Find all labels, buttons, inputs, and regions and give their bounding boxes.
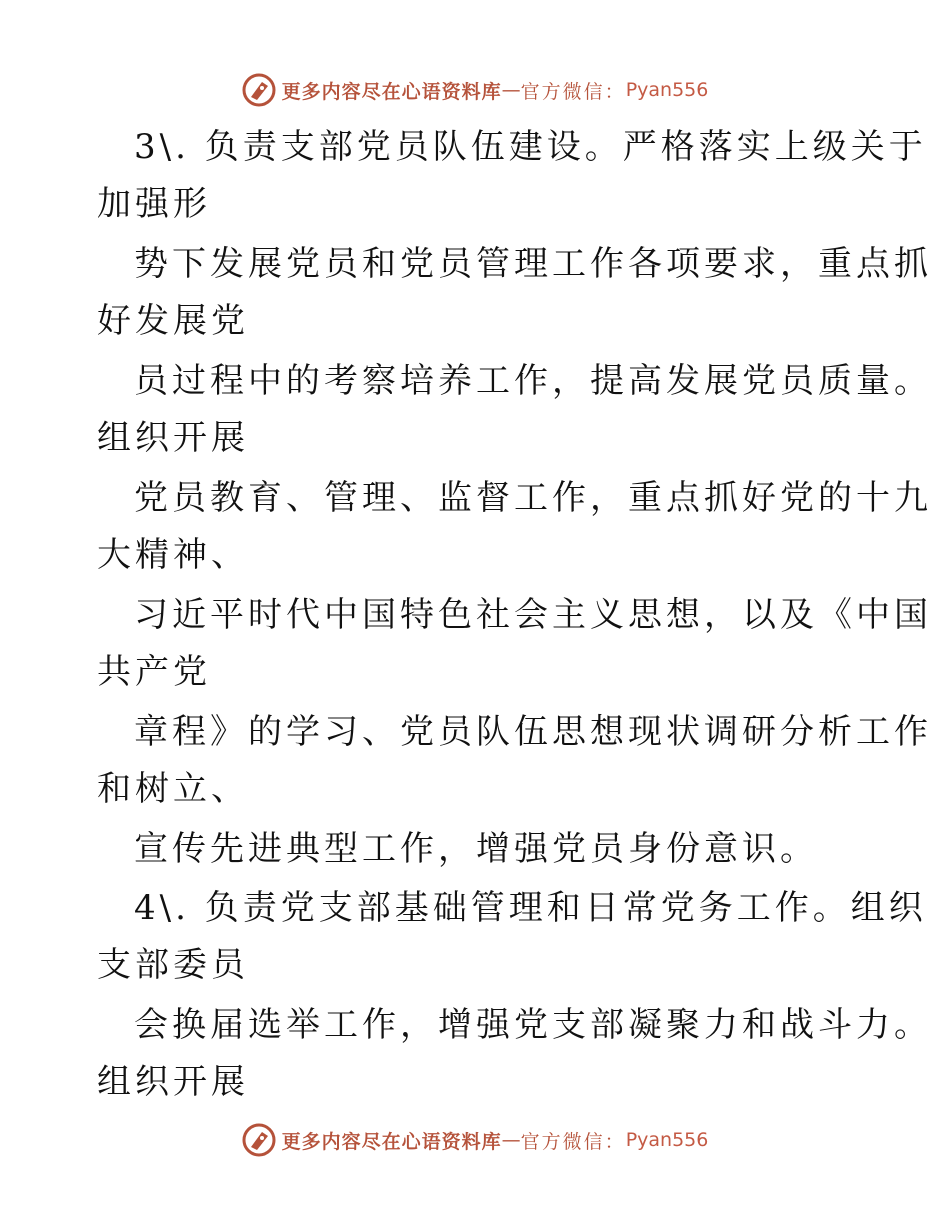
watermark-label: 官方微信： bbox=[520, 80, 626, 103]
watermark-text bbox=[282, 1127, 709, 1154]
text-line: 和树立、 bbox=[97, 769, 249, 809]
pen-nib-seal-icon bbox=[242, 1123, 276, 1157]
text-line: 员过程中的考察培养工作，提高发展党员质量。 bbox=[134, 361, 932, 401]
text-line: 组织开展 bbox=[97, 1062, 249, 1102]
text-line: 习近平时代中国特色社会主义思想，以及《中国 bbox=[134, 595, 932, 635]
text-line: 组织开展 bbox=[97, 418, 249, 458]
text-line: 章程》的学习、党员队伍思想现状调研分析工作 bbox=[134, 712, 932, 752]
text-line: 3\. 负责支部党员队伍建设。严格落实上级关于 bbox=[134, 127, 927, 167]
watermark-dash: — bbox=[501, 79, 521, 101]
text-line: 加强形 bbox=[97, 184, 211, 224]
header-watermark bbox=[0, 70, 950, 110]
watermark-wechat-id: Pyan556 bbox=[625, 1129, 709, 1151]
watermark-dash: — bbox=[501, 1129, 521, 1151]
text-line: 势下发展党员和党员管理工作各项要求，重点抓 bbox=[134, 244, 932, 284]
watermark-site: 更多内容尽在心语资料库 bbox=[281, 80, 502, 103]
watermark-label: 官方微信： bbox=[520, 1130, 626, 1153]
text-line: 大精神、 bbox=[97, 535, 249, 575]
text-line: 好发展党 bbox=[97, 301, 249, 341]
watermark-site: 更多内容尽在心语资料库 bbox=[281, 1130, 502, 1153]
text-line: 支部委员 bbox=[97, 945, 249, 985]
text-line: 党员教育、管理、监督工作，重点抓好党的十九 bbox=[134, 478, 932, 518]
text-line: 4\. 负责党支部基础管理和日常党务工作。组织 bbox=[134, 888, 927, 928]
text-line: 共产党 bbox=[97, 652, 211, 692]
pen-nib-seal-icon bbox=[242, 73, 276, 107]
watermark-wechat-id: Pyan556 bbox=[625, 79, 709, 101]
watermark-text bbox=[282, 77, 709, 104]
text-line: 宣传先进典型工作，增强党员身份意识。 bbox=[134, 829, 818, 869]
footer-watermark bbox=[0, 1120, 950, 1160]
text-line: 会换届选举工作，增强党支部凝聚力和战斗力。 bbox=[134, 1005, 932, 1045]
